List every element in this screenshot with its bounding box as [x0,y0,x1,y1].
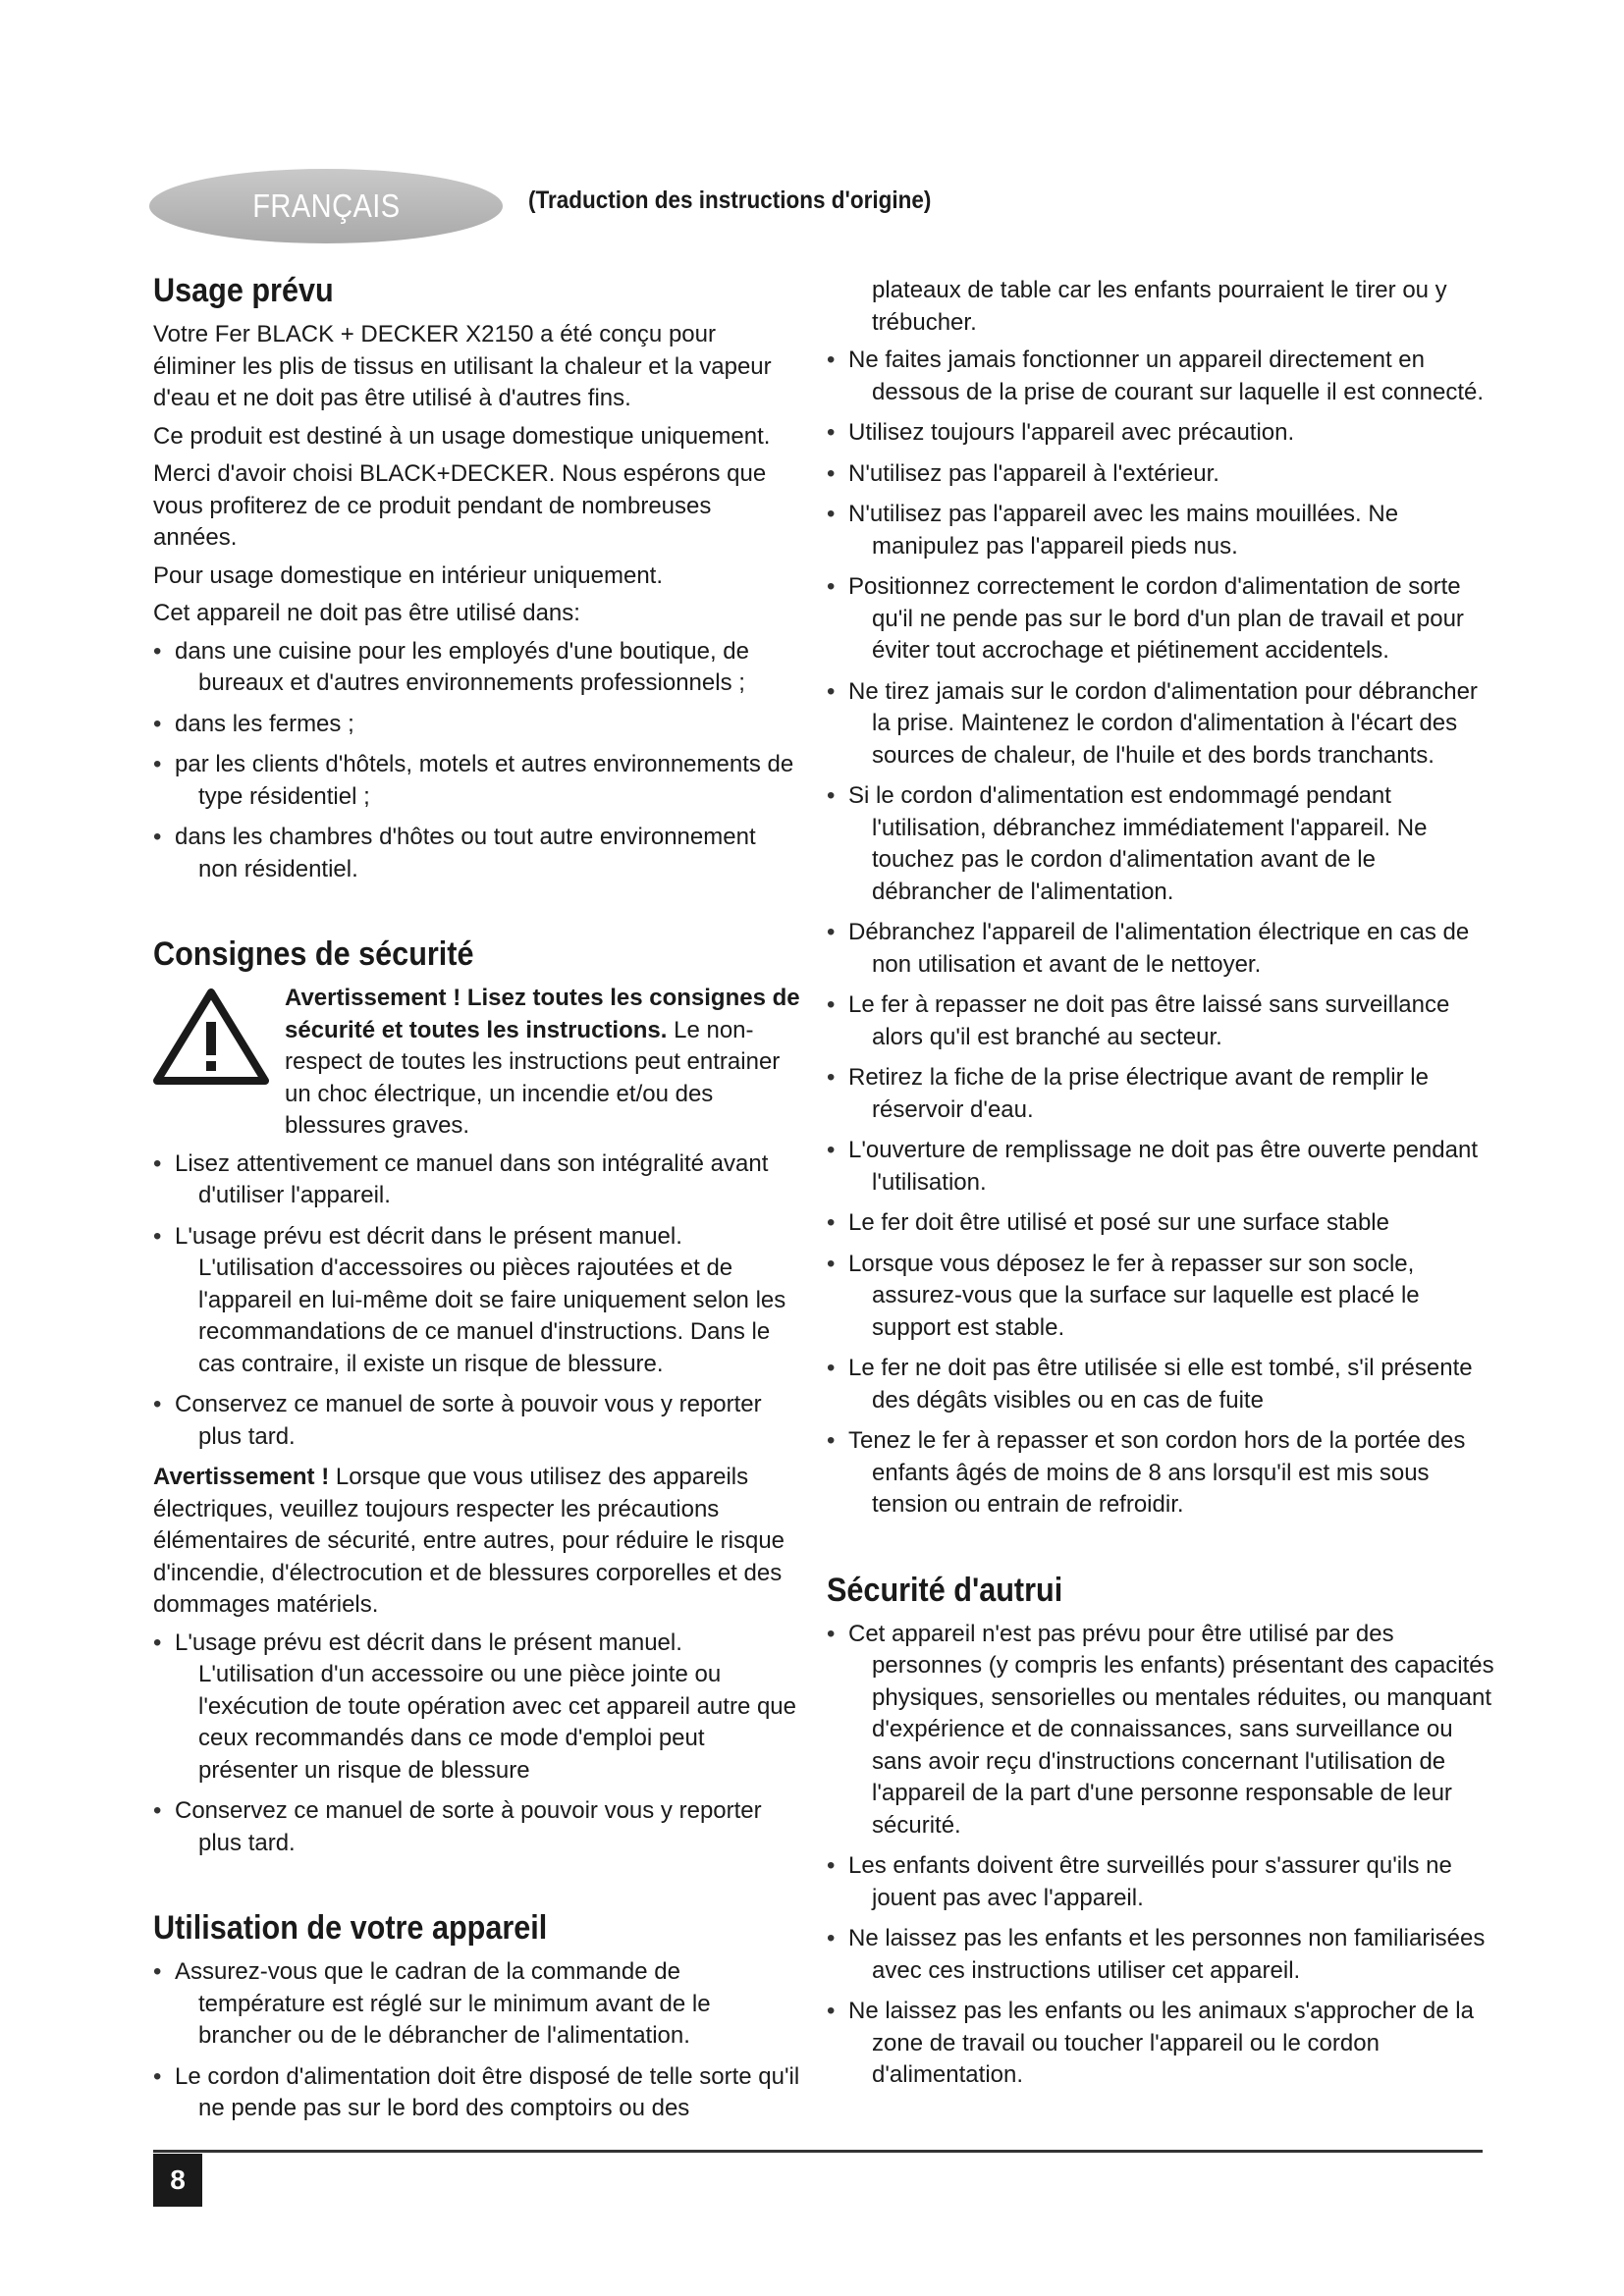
safety-list [153,1148,801,1454]
list-item: • L'ouverture de remplissage ne doit pas être ouverte pendant l'utilisation. [827,1135,1494,1199]
header-subtitle: (Traduction des instructions d'origine) [528,187,932,214]
list-item: • Débranchez l'appareil de l'alimentation électrique en cas de non utilisation et avant de le nettoyer. [827,917,1494,981]
list-item: • Ne tirez jamais sur le cordon d'alimentation pour débrancher la prise. Maintenez le cordon d'alimentation à l'écart des sources de chaleur, de l'huile et des bords tranchants. [827,676,1494,773]
right-safety-list [827,345,1494,1522]
language-badge [149,169,503,243]
section-title-others: Sécurité d'autrui [827,1571,1063,1609]
warning-block [153,983,801,1143]
list-item: • Le fer doit être utilisé et posé sur une surface stable [827,1207,1494,1240]
list-item: • Utilisez toujours l'appareil avec précaution. [827,417,1494,450]
paragraph: Merci d'avoir choisi BLACK+DECKER. Nous espérons que vous profiterez de ce produit pendant de nombreuses années. [153,460,767,551]
list-item: • Ne faites jamais fonctionner un appareil directement en dessous de la prise de courant sur laquelle il est connecté. [827,345,1494,408]
continued-text: plateaux de table car les enfants pourraient le tirer ou y trébucher. [872,277,1447,336]
list-item: • Conservez ce manuel de sorte à pouvoir vous y reporter plus tard. [153,1389,801,1453]
list-item: • par les clients d'hôtels, motels et autres environnements de type résidentiel ; [153,749,801,813]
paragraph: Votre Fer BLACK + DECKER X2150 a été conçu pour éliminer les plis de tissus en utilisant la chaleur et la vapeur d'eau et ne doit pas être utilisé à d'autres fins. [153,321,772,411]
warning-text: Lorsque que vous utilisez des appareils électriques, veuillez toujours respecter les précautions élémentaires de sécurité, entre autres, pour réduire le risque d'incendie, d'électrocution et de blessures corporelles et des dommages matériels. [153,1464,785,1618]
use-list [153,1956,801,2125]
list-item: • Assurez-vous que le cadran de la commande de température est réglé sur le minimum avant de le brancher ou de le débrancher de l'alimentation. [153,1956,801,2053]
list-item: • Le fer à repasser ne doit pas être laissé sans surveillance alors qu'il est branché au secteur. [827,989,1494,1053]
section-title-usage: Usage prévu [153,272,334,309]
paragraph: Cet appareil ne doit pas être utilisé dans: [153,600,580,626]
others-list [827,1619,1494,2092]
list-item: • Le fer ne doit pas être utilisée si elle est tombé, s'il présente des dégâts visibles ou en cas de fuite [827,1353,1494,1416]
warning-bold: Avertissement ! Lisez toutes les consignes de sécurité et toutes les instructions. [285,985,800,1043]
list-item: • L'usage prévu est décrit dans le présent manuel. L'utilisation d'un accessoire ou une pièce jointe ou l'exécution de toute opération avec cet appareil autre que ceux recommandés dans ce mode d'emploi peut présenter un risque de blessure [153,1628,801,1788]
usage-list [153,636,801,886]
list-item: • L'usage prévu est décrit dans le présent manuel. L'utilisation d'accessoires ou pièces rajoutées et de l'appareil en lui-même doit se faire uniquement selon les recommandations de ce manuel d'instructions. Dans le cas contraire, il existe un risque de blessure. [153,1221,801,1381]
warning-text: Le non-respect de toutes les instructions peut entrainer un choc électrique, un incendie et/ou des blessures graves. [285,1016,781,1139]
list-item: • Cet appareil n'est pas prévu pour être utilisé par des personnes (y compris les enfants) présentant des capacités physiques, sensorielles ou mentales réduites, ou manquant d'expérience et de connaissances, sans surveillance ou sans avoir reçu d'instructions concernant l'utilisation de l'appareil de la part d'une personne responsable de leur sécurité. [827,1619,1494,1842]
warning-bold: Avertissement ! [153,1464,330,1490]
warning-triangle-icon [153,988,269,1085]
list-item: • Conservez ce manuel de sorte à pouvoir vous y reporter plus tard. [153,1795,801,1859]
language-label: FRANÇAIS [251,187,401,224]
section-title-use: Utilisation de votre appareil [153,1909,548,1947]
list-item: • Positionnez correctement le cordon d'alimentation de sorte qu'il ne pende pas sur le bord d'un plan de travail et pour éviter tout accrochage et piétinement accidentels. [827,571,1494,667]
list-item: • Si le cordon d'alimentation est endommagé pendant l'utilisation, débranchez immédiatement l'appareil. Ne touchez pas le cordon d'alimentation avant de le débrancher de l'alimentation. [827,780,1494,908]
list-item: • Retirez la fiche de la prise électrique avant de remplir le réservoir d'eau. [827,1062,1494,1126]
safety-list-2 [153,1628,801,1860]
paragraph: Pour usage domestique en intérieur uniquement. [153,561,663,589]
list-item: • N'utilisez pas l'appareil à l'extérieur. [827,458,1494,491]
list-item: • dans une cuisine pour les employés d'une boutique, de bureaux et d'autres environnements professionnels ; [153,636,801,700]
warning-paragraph-2 [153,1462,801,1622]
list-item: • N'utilisez pas l'appareil avec les mains mouillées. Ne manipulez pas l'appareil pieds nus. [827,499,1494,562]
list-item: • dans les chambres d'hôtes ou tout autre environnement non résidentiel. [153,822,801,885]
list-item: • Ne laissez pas les enfants et les personnes non familiarisées avec ces instructions utiliser cet appareil. [827,1923,1494,1987]
list-item: • Lisez attentivement ce manuel dans son intégralité avant d'utiliser l'appareil. [153,1148,801,1212]
list-item: • Les enfants doivent être surveillés pour s'assurer qu'ils ne jouent pas avec l'appareil. [827,1850,1494,1914]
section-title-safety: Consignes de sécurité [153,935,474,973]
footer-rule [153,2150,1483,2153]
left-column [153,270,801,2134]
list-item: • dans les fermes ; [153,709,801,741]
list-item: • Lorsque vous déposez le fer à repasser sur son socle, assurez-vous que la surface sur laquelle est placé le support est stable. [827,1249,1494,1345]
paragraph: Ce produit est destiné à un usage domestique uniquement. [153,422,771,450]
right-column [827,275,1494,2101]
list-item: • Tenez le fer à repasser et son cordon hors de la portée des enfants âgés de moins de 8 ans lorsqu'il est mis sous tension ou entrain de refroidir. [827,1425,1494,1522]
list-item: • Ne laissez pas les enfants ou les animaux s'approcher de la zone de travail ou toucher l'appareil ou le cordon d'alimentation. [827,1996,1494,2092]
page-number: 8 [153,2154,202,2207]
list-item: • Le cordon d'alimentation doit être disposé de telle sorte qu'il ne pende pas sur le bord des comptoirs ou des [153,2061,801,2125]
